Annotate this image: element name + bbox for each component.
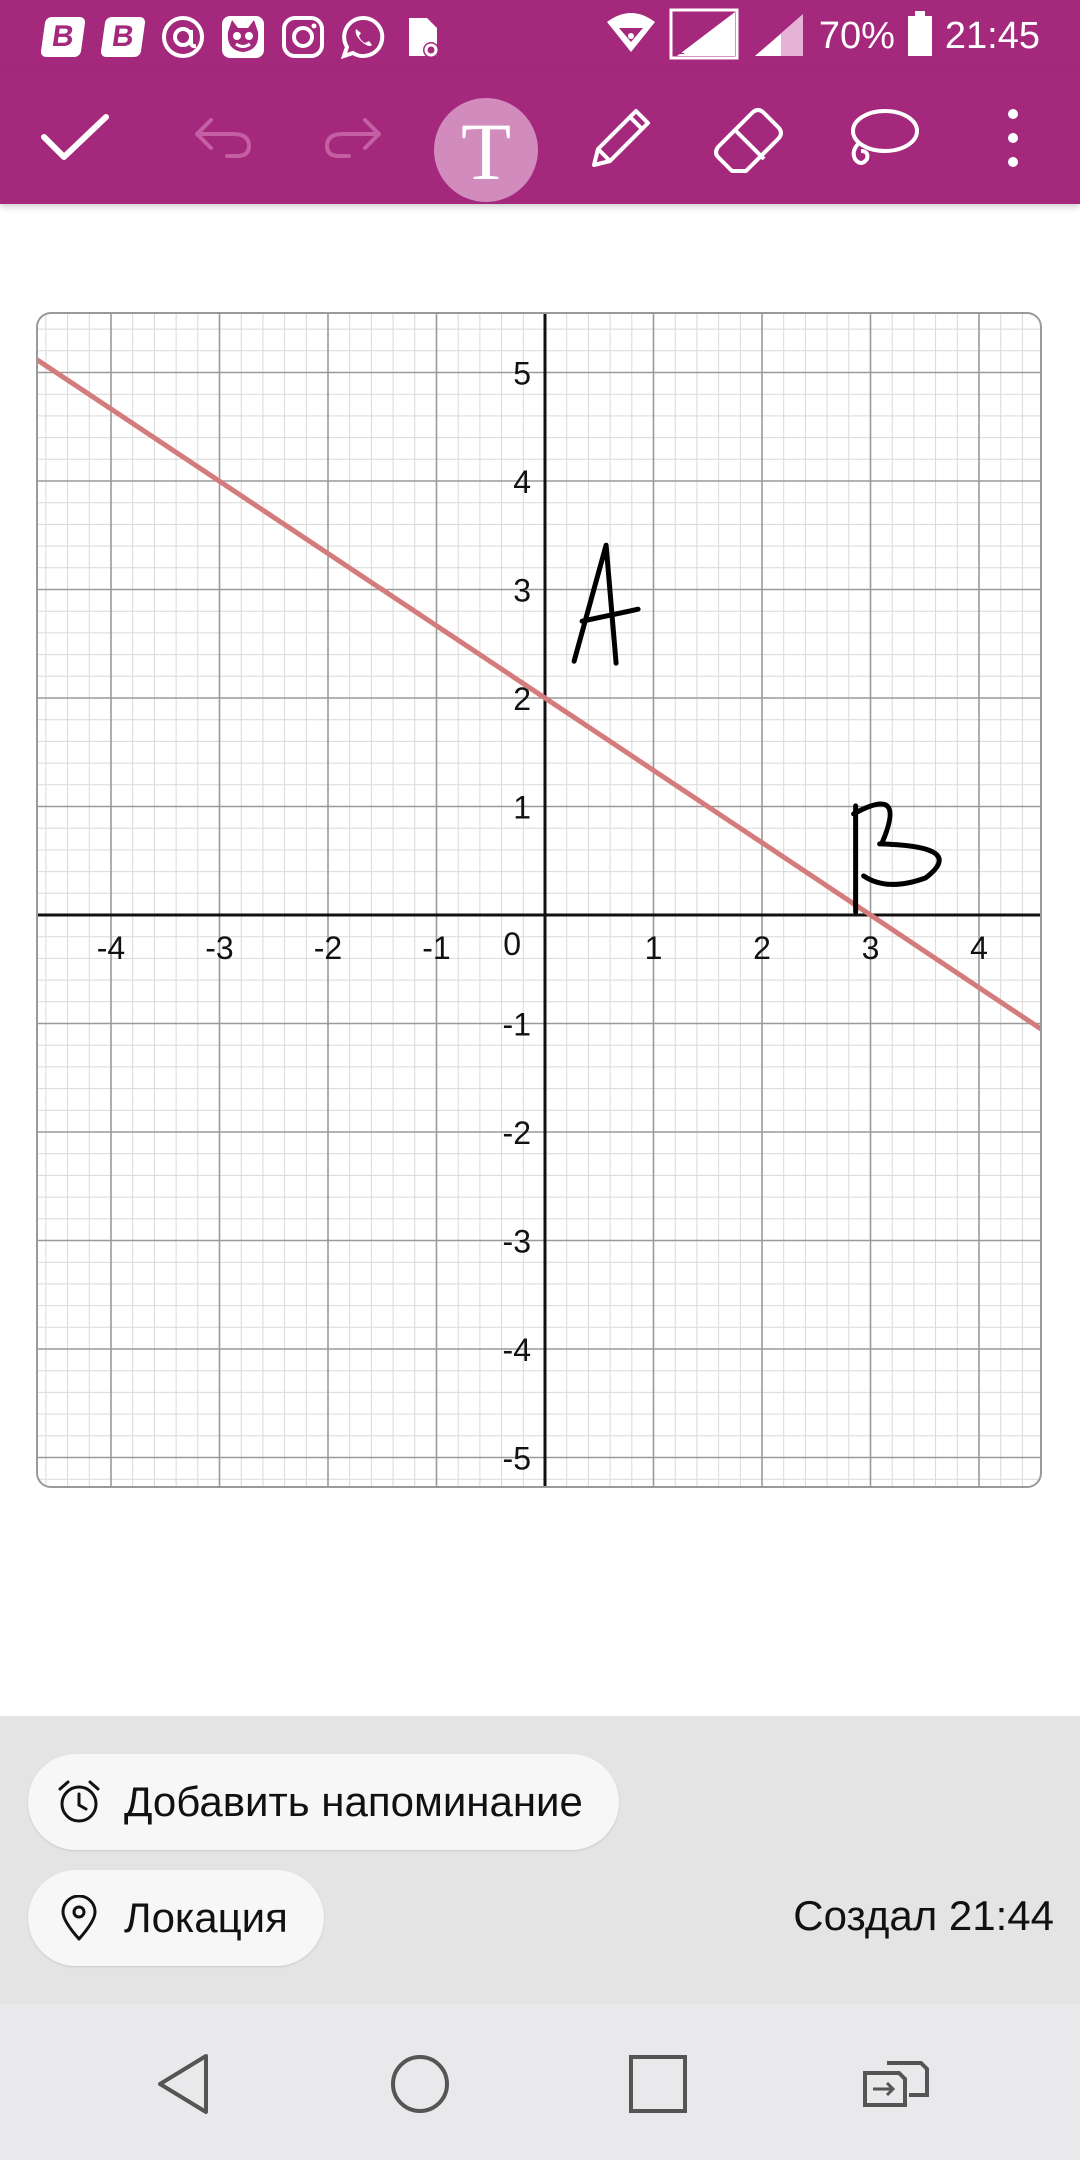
y-tick-label: 3 xyxy=(513,572,531,609)
y-tick-label: 5 xyxy=(513,355,531,392)
vk-b-badge: B xyxy=(40,17,86,57)
back-icon xyxy=(154,2052,214,2116)
sim2-signal-icon xyxy=(751,10,807,63)
clock: 21:45 xyxy=(944,14,1040,57)
instagram-icon xyxy=(280,14,326,60)
y-tick-label: -2 xyxy=(502,1115,531,1151)
recents-icon xyxy=(628,2054,688,2114)
x-tick-label: -3 xyxy=(205,930,234,966)
location-label: Локация xyxy=(124,1894,288,1941)
undo-icon xyxy=(193,116,253,160)
text-tool-icon: T xyxy=(460,106,512,197)
back-button[interactable] xyxy=(134,2034,234,2134)
eraser-tool-button[interactable] xyxy=(694,72,804,204)
location-button[interactable] xyxy=(28,1870,324,1966)
switch-sim-icon xyxy=(859,2059,933,2109)
add-reminder-label: Добавить напоминание xyxy=(124,1778,583,1825)
grid-background xyxy=(37,313,1041,1487)
svg-text:1: 1 xyxy=(676,40,685,57)
vk-b-icon xyxy=(100,14,146,60)
eraser-icon xyxy=(712,103,786,173)
editor-toolbar xyxy=(0,72,1080,204)
pen-icon xyxy=(586,103,656,173)
redo-icon xyxy=(323,116,383,160)
text-tool-button[interactable] xyxy=(434,98,538,202)
lasso-icon xyxy=(841,105,921,171)
wifi-icon xyxy=(605,12,657,61)
battery-percent: 70% xyxy=(818,14,895,57)
graph-canvas[interactable] xyxy=(36,312,1042,1488)
redo-button[interactable] xyxy=(298,72,408,204)
x-tick-label: 4 xyxy=(970,930,988,966)
status-bar xyxy=(0,0,1080,72)
more-options-button[interactable] xyxy=(958,72,1068,204)
y-tick-label: 2 xyxy=(513,681,531,717)
system-status xyxy=(593,8,1040,64)
coordinate-plane xyxy=(36,312,1042,1488)
lasso-tool-button[interactable] xyxy=(826,72,936,204)
x-tick-label: 3 xyxy=(861,930,880,966)
switch-sim-button[interactable] xyxy=(846,2034,946,2134)
vk-b-icon xyxy=(40,14,86,60)
notification-icons xyxy=(40,12,460,62)
home-icon xyxy=(389,2053,451,2115)
sim1-signal-icon xyxy=(669,8,739,65)
whatsapp-icon xyxy=(340,14,386,60)
at-mail-icon xyxy=(160,14,206,60)
battery-icon xyxy=(907,11,933,62)
y-tick-label: 4 xyxy=(513,464,531,500)
x-tick-label: -4 xyxy=(96,930,126,966)
file-settings-icon xyxy=(400,14,446,60)
y-tick-label: -5 xyxy=(502,1440,531,1477)
talking-cat-app-icon xyxy=(220,14,266,60)
recents-button[interactable] xyxy=(608,2034,708,2134)
x-tick-label: -2 xyxy=(313,930,343,966)
alarm-clock-icon xyxy=(56,1779,102,1825)
done-button[interactable] xyxy=(20,72,130,204)
created-timestamp: Создал 21:44 xyxy=(793,1892,1054,1939)
vk-b-badge: B xyxy=(100,17,146,57)
add-reminder-button[interactable] xyxy=(28,1754,619,1850)
origin-label: 0 xyxy=(503,926,521,962)
y-tick-label: -3 xyxy=(502,1223,531,1260)
x-tick-label: -1 xyxy=(422,930,451,966)
navigation-bar xyxy=(0,2004,1080,2160)
more-vert-icon xyxy=(1005,106,1021,170)
y-tick-label: 1 xyxy=(513,789,531,826)
home-button[interactable] xyxy=(370,2034,470,2134)
y-tick-label: -1 xyxy=(502,1006,531,1043)
y-tick-label: -4 xyxy=(502,1332,531,1368)
pen-tool-button[interactable] xyxy=(566,72,676,204)
location-pin-icon xyxy=(56,1895,102,1941)
done-check-icon xyxy=(40,113,110,163)
x-tick-label: 2 xyxy=(753,930,771,966)
x-tick-label: 1 xyxy=(644,930,663,966)
undo-button[interactable] xyxy=(168,72,278,204)
